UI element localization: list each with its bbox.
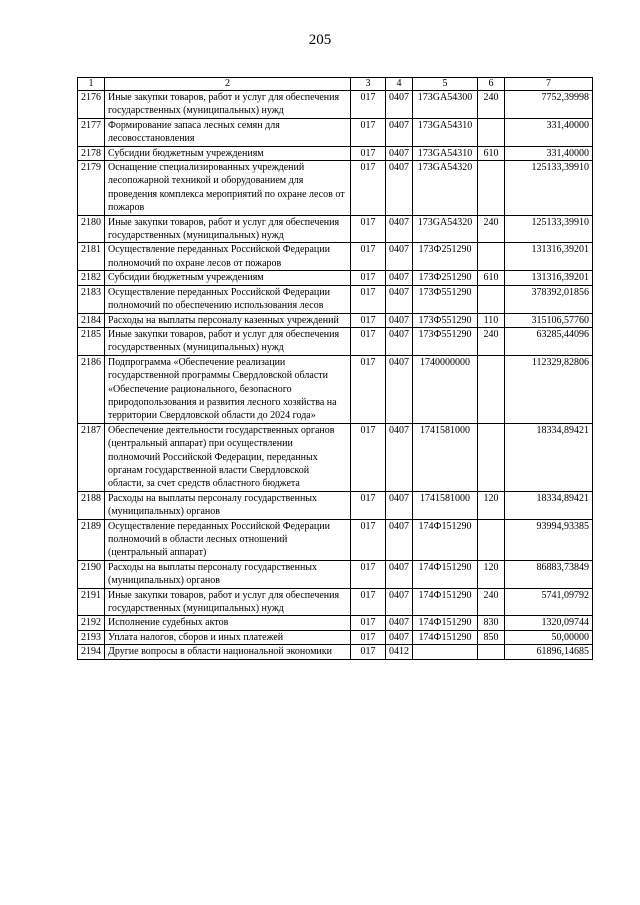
row-number: 2176 <box>78 91 105 119</box>
row-target-item-code: 173GA54300 <box>413 91 478 119</box>
row-amount: 331,40000 <box>505 146 593 160</box>
row-name: Исполнение судебных актов <box>105 616 351 630</box>
row-section-code: 0407 <box>386 355 413 423</box>
row-expense-type-code: 240 <box>478 215 505 243</box>
row-section-code: 0407 <box>386 327 413 355</box>
table-row <box>78 313 593 327</box>
row-number: 2182 <box>78 271 105 285</box>
row-expense-type-code <box>478 161 505 216</box>
row-section-code: 0407 <box>386 630 413 644</box>
page-number: 205 <box>308 32 332 48</box>
row-section-code: 0412 <box>386 645 413 659</box>
row-target-item-code: 173GA54320 <box>413 215 478 243</box>
row-expense-type-code: 240 <box>478 588 505 616</box>
row-department-code: 017 <box>351 118 386 146</box>
row-section-code: 0407 <box>386 243 413 271</box>
row-name: Другие вопросы в области национальной экономики <box>105 645 351 659</box>
row-target-item-code: 173Ф551290 <box>413 327 478 355</box>
row-number: 2188 <box>78 491 105 519</box>
row-amount: 131316,39201 <box>505 271 593 285</box>
row-amount: 1320,09744 <box>505 616 593 630</box>
table-row <box>78 519 593 560</box>
row-amount: 63285,44096 <box>505 327 593 355</box>
row-number: 2189 <box>78 519 105 560</box>
row-name: Расходы на выплаты персоналу государственных (муниципальных) органов <box>105 560 351 588</box>
row-expense-type-code <box>478 243 505 271</box>
column-header: 3 <box>351 78 386 91</box>
row-target-item-code: 173GA54310 <box>413 118 478 146</box>
row-department-code: 017 <box>351 146 386 160</box>
table-body <box>78 91 593 660</box>
row-section-code: 0407 <box>386 423 413 491</box>
row-number: 2184 <box>78 313 105 327</box>
row-number: 2183 <box>78 285 105 313</box>
table-row <box>78 355 593 423</box>
row-department-code: 017 <box>351 215 386 243</box>
row-amount: 61896,14685 <box>505 645 593 659</box>
row-section-code: 0407 <box>386 161 413 216</box>
row-amount: 7752,39998 <box>505 91 593 119</box>
row-section-code: 0407 <box>386 91 413 119</box>
row-amount: 5741,09792 <box>505 588 593 616</box>
row-name: Иные закупки товаров, работ и услуг для обеспечения государственных (муниципальных) нужд <box>105 91 351 119</box>
row-number: 2180 <box>78 215 105 243</box>
row-target-item-code: 173Ф551290 <box>413 285 478 313</box>
row-name: Осуществление переданных Российской Федерации полномочий в области лесных отношений (центральный аппарат) <box>105 519 351 560</box>
row-name: Субсидии бюджетным учреждениям <box>105 146 351 160</box>
row-department-code: 017 <box>351 161 386 216</box>
row-section-code: 0407 <box>386 519 413 560</box>
row-amount: 125133,39910 <box>505 161 593 216</box>
row-number: 2191 <box>78 588 105 616</box>
row-name: Расходы на выплаты персоналу государственных (муниципальных) органов <box>105 491 351 519</box>
table-row <box>78 327 593 355</box>
row-section-code: 0407 <box>386 118 413 146</box>
row-department-code: 017 <box>351 560 386 588</box>
table-row <box>78 271 593 285</box>
row-name: Осуществление переданных Российской Федерации полномочий по обеспечению использования лесов <box>105 285 351 313</box>
table-row <box>78 616 593 630</box>
row-name: Иные закупки товаров, работ и услуг для обеспечения государственных (муниципальных) нужд <box>105 215 351 243</box>
row-department-code: 017 <box>351 271 386 285</box>
row-department-code: 017 <box>351 491 386 519</box>
budget-table <box>77 77 593 660</box>
row-number: 2181 <box>78 243 105 271</box>
row-number: 2187 <box>78 423 105 491</box>
row-target-item-code: 174Ф151290 <box>413 588 478 616</box>
row-section-code: 0407 <box>386 285 413 313</box>
row-department-code: 017 <box>351 588 386 616</box>
row-department-code: 017 <box>351 327 386 355</box>
row-name: Уплата налогов, сборов и иных платежей <box>105 630 351 644</box>
row-expense-type-code <box>478 118 505 146</box>
row-amount: 112329,82806 <box>505 355 593 423</box>
row-name: Иные закупки товаров, работ и услуг для обеспечения государственных (муниципальных) нужд <box>105 588 351 616</box>
table-row <box>78 630 593 644</box>
row-section-code: 0407 <box>386 491 413 519</box>
row-section-code: 0407 <box>386 271 413 285</box>
table-row <box>78 161 593 216</box>
row-amount: 331,40000 <box>505 118 593 146</box>
column-header: 6 <box>478 78 505 91</box>
table-row <box>78 423 593 491</box>
row-expense-type-code <box>478 519 505 560</box>
row-amount: 18334,89421 <box>505 423 593 491</box>
row-department-code: 017 <box>351 313 386 327</box>
row-name: Осуществление переданных Российской Федерации полномочий по охране лесов от пожаров <box>105 243 351 271</box>
table-row <box>78 118 593 146</box>
column-header: 5 <box>413 78 478 91</box>
table-row <box>78 215 593 243</box>
row-number: 2194 <box>78 645 105 659</box>
row-expense-type-code: 610 <box>478 146 505 160</box>
row-expense-type-code <box>478 285 505 313</box>
row-expense-type-code: 240 <box>478 91 505 119</box>
row-department-code: 017 <box>351 630 386 644</box>
row-expense-type-code: 850 <box>478 630 505 644</box>
row-department-code: 017 <box>351 285 386 313</box>
row-department-code: 017 <box>351 355 386 423</box>
row-amount: 125133,39910 <box>505 215 593 243</box>
row-section-code: 0407 <box>386 215 413 243</box>
row-section-code: 0407 <box>386 313 413 327</box>
row-amount: 18334,89421 <box>505 491 593 519</box>
row-amount: 86883,73849 <box>505 560 593 588</box>
column-header: 2 <box>105 78 351 91</box>
row-target-item-code: 1741581000 <box>413 423 478 491</box>
row-target-item-code: 174Ф151290 <box>413 630 478 644</box>
column-header: 7 <box>505 78 593 91</box>
row-expense-type-code <box>478 355 505 423</box>
row-target-item-code: 173Ф551290 <box>413 313 478 327</box>
table-row <box>78 146 593 160</box>
row-name: Формирование запаса лесных семян для лесовосстановления <box>105 118 351 146</box>
row-number: 2178 <box>78 146 105 160</box>
row-name: Оснащение специализированных учреждений лесопожарной техникой и оборудованием для проведения комплекса мероприятий по охране лесов от пожаров <box>105 161 351 216</box>
row-target-item-code: 174Ф151290 <box>413 560 478 588</box>
row-expense-type-code: 830 <box>478 616 505 630</box>
row-name: Расходы на выплаты персоналу казенных учреждений <box>105 313 351 327</box>
row-expense-type-code: 610 <box>478 271 505 285</box>
row-expense-type-code <box>478 423 505 491</box>
column-header: 4 <box>386 78 413 91</box>
row-department-code: 017 <box>351 243 386 271</box>
row-department-code: 017 <box>351 645 386 659</box>
row-number: 2179 <box>78 161 105 216</box>
table-row <box>78 491 593 519</box>
row-name: Подпрограмма «Обеспечение реализации государственной программы Свердловской области «Обеспечение рационального, безопасного природопользования и развития лесного хозяйства на территории Свердловской области до 2024 года» <box>105 355 351 423</box>
row-number: 2185 <box>78 327 105 355</box>
row-expense-type-code: 110 <box>478 313 505 327</box>
row-target-item-code: 1740000000 <box>413 355 478 423</box>
row-amount: 50,00000 <box>505 630 593 644</box>
row-target-item-code: 174Ф151290 <box>413 519 478 560</box>
row-section-code: 0407 <box>386 616 413 630</box>
row-amount: 378392,01856 <box>505 285 593 313</box>
table-header-row <box>78 78 593 91</box>
column-header: 1 <box>78 78 105 91</box>
table-row <box>78 243 593 271</box>
table-row <box>78 588 593 616</box>
row-department-code: 017 <box>351 519 386 560</box>
row-department-code: 017 <box>351 423 386 491</box>
row-number: 2186 <box>78 355 105 423</box>
row-department-code: 017 <box>351 616 386 630</box>
row-number: 2177 <box>78 118 105 146</box>
row-amount: 93994,93385 <box>505 519 593 560</box>
row-target-item-code: 173GA54310 <box>413 146 478 160</box>
row-target-item-code: 173Ф251290 <box>413 243 478 271</box>
row-target-item-code: 173GA54320 <box>413 161 478 216</box>
row-amount: 131316,39201 <box>505 243 593 271</box>
row-expense-type-code: 120 <box>478 560 505 588</box>
row-number: 2190 <box>78 560 105 588</box>
row-name: Иные закупки товаров, работ и услуг для обеспечения государственных (муниципальных) нужд <box>105 327 351 355</box>
row-section-code: 0407 <box>386 560 413 588</box>
row-expense-type-code: 240 <box>478 327 505 355</box>
row-target-item-code: 1741581000 <box>413 491 478 519</box>
table-row <box>78 645 593 659</box>
row-target-item-code <box>413 645 478 659</box>
row-department-code: 017 <box>351 91 386 119</box>
row-target-item-code: 173Ф251290 <box>413 271 478 285</box>
table-row <box>78 285 593 313</box>
table-row <box>78 560 593 588</box>
row-number: 2192 <box>78 616 105 630</box>
row-target-item-code: 174Ф151290 <box>413 616 478 630</box>
row-number: 2193 <box>78 630 105 644</box>
row-section-code: 0407 <box>386 588 413 616</box>
row-name: Субсидии бюджетным учреждениям <box>105 271 351 285</box>
row-name: Обеспечение деятельности государственных органов (центральный аппарат) при осуществлении полномочий Российской Федерации, переданных органам государственной власти Свердловской области, за счет средств областного бюджета <box>105 423 351 491</box>
row-expense-type-code <box>478 645 505 659</box>
row-amount: 315106,57760 <box>505 313 593 327</box>
table-row <box>78 91 593 119</box>
row-expense-type-code: 120 <box>478 491 505 519</box>
row-section-code: 0407 <box>386 146 413 160</box>
